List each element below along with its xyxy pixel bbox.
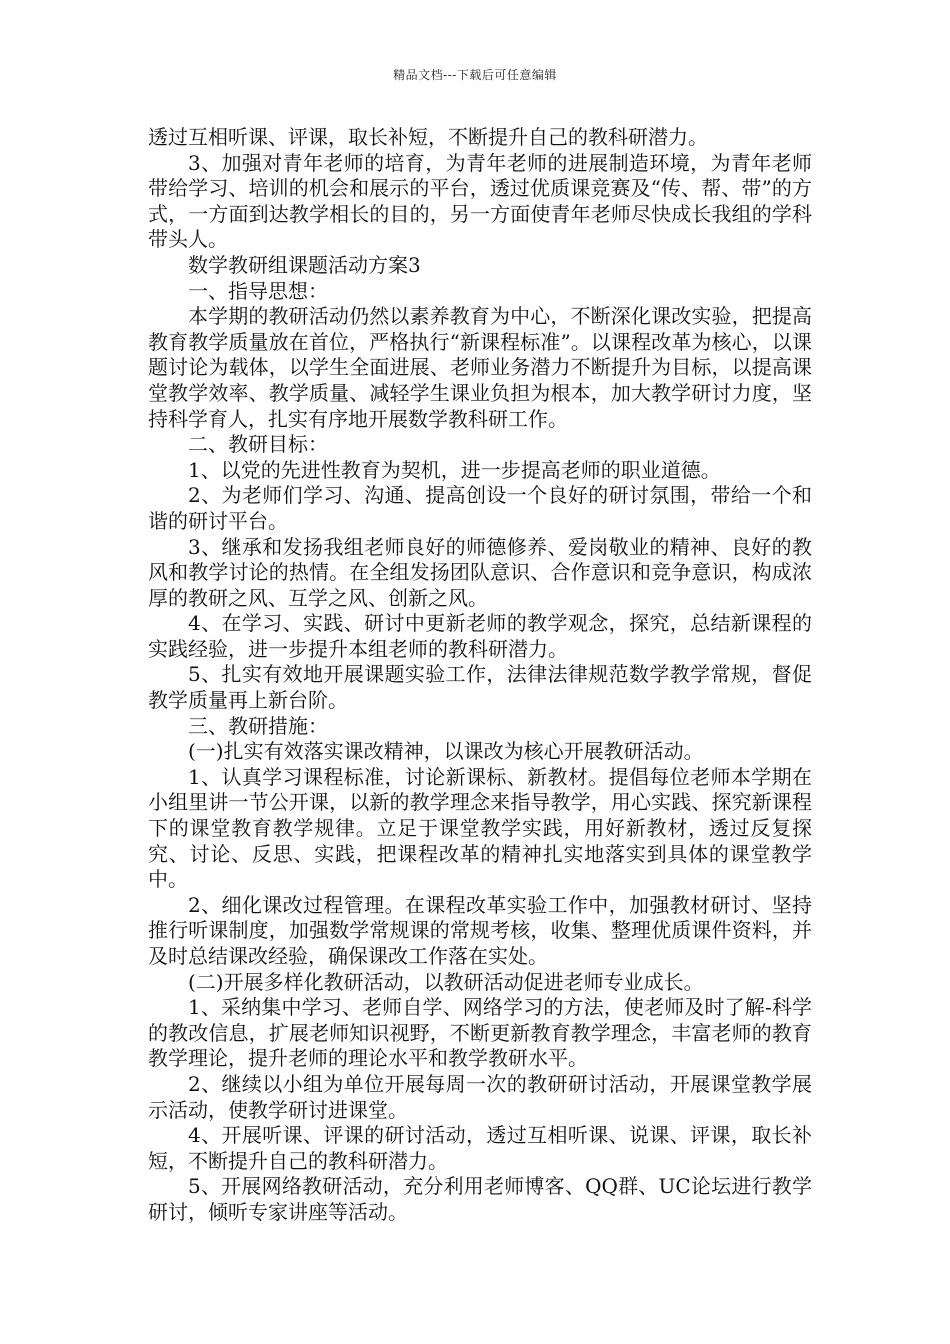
section-title: 数学教研组课题活动方案3 <box>188 252 421 277</box>
section-heading: 二、教研目标： <box>188 432 328 457</box>
paragraph: 3、继承和发扬我组老师良好的师德修养、爱岗敬业的精神、良好的教风和教学讨论的热情。在全组发扬团队意识、合作意识和竞争意识，构成浓厚的教研之风、互学之风、创新之风。 <box>148 534 812 610</box>
paragraph: 2、为老师们学习、沟通、提高创设一个良好的研讨氛围，带给一个和谐的研讨平台。 <box>148 483 812 533</box>
paragraph: 3、加强对青年老师的培育，为青年老师的进展制造环境，为青年老师带给学习、培训的机会和展示的平台，透过优质课竞赛及“传、帮、带”的方式，一方面到达教学相长的目的，另一方面使青年老师尽快成长我组的学科带头人。 <box>148 150 812 252</box>
section-heading: 一、指导思想： <box>188 278 328 303</box>
page-header: 精品文档---下载后可任意编辑 <box>393 68 557 82</box>
paragraph: 4、在学习、实践、研讨中更新老师的教学观念，探究，总结新课程的实践经验，进一步提升本组老师的教科研潜力。 <box>148 611 812 661</box>
paragraph: 2、细化课改过程管理。在课程改革实验工作中，加强教材研讨、坚持推行听课制度，加强数学常规课的常规考核，收集、整理优质课件资料，并及时总结课改经验，确保课改工作落在实处。 <box>148 892 812 968</box>
subsection-heading: (二)开展多样化教研活动，以教研活动促进老师专业成长。 <box>188 969 704 994</box>
paragraph: 1、以党的先进性教育为契机，进一步提高老师的职业道德。 <box>188 457 721 482</box>
paragraph: 透过互相听课、评课，取长补短，不断提升自己的教科研潜力。 <box>148 125 708 149</box>
paragraph: 1、认真学习课程标准，讨论新课标、新教材。提倡每位老师本学期在小组里讲一节公开课，以新的教学理念来指导教学，用心实践、探究新课程下的课堂教育教学规律。立足于课堂教学实践，用好新教材，透过反复探究、讨论、反思、实践，把课程改革的精神扎实地落实到具体的课堂教学中。 <box>148 764 812 892</box>
paragraph: 5、开展网络教研活动，充分利用老师博客、QQ群、UC论坛进行教学研讨，倾听专家讲座等活动。 <box>148 1174 812 1224</box>
paragraph: 2、继续以小组为单位开展每周一次的教研研讨活动，开展课堂教学展示活动，使教学研讨进课堂。 <box>148 1071 812 1122</box>
paragraph: 1、采纳集中学习、老师自学、网络学习的方法，使老师及时了解-科学的教改信息，扩展老师知识视野，不断更新教育教学理念，丰富老师的教育教学理论，提升老师的理论水平和教学教研水平。 <box>148 995 812 1071</box>
subsection-heading: (一)扎实有效落实课改精神，以课改为核心开展教研活动。 <box>188 739 704 764</box>
paragraph: 5、扎实有效地开展课题实验工作，法律法律规范数学教学常规，督促教学质量再上新台阶。 <box>148 662 812 713</box>
document-body <box>148 125 812 1226</box>
section-heading: 三、教研措施： <box>188 713 328 738</box>
paragraph: 本学期的教研活动仍然以素养教育为中心，不断深化课改实验，把提高教育教学质量放在首位，严格执行“新课程标准”。以课程改革为核心，以课题讨论为载体，以学生全面进展、老师业务潜力不断提升为目标，以提高课堂教学效率、教学质量、减轻学生课业负担为根本，加大教学研讨力度，坚持科学育人，扎实有序地开展数学教科研工作。 <box>148 304 812 431</box>
paragraph: 4、开展听课、评课的研讨活动，透过互相听课、说课、评课，取长补短，不断提升自己的教科研潜力。 <box>148 1123 812 1173</box>
